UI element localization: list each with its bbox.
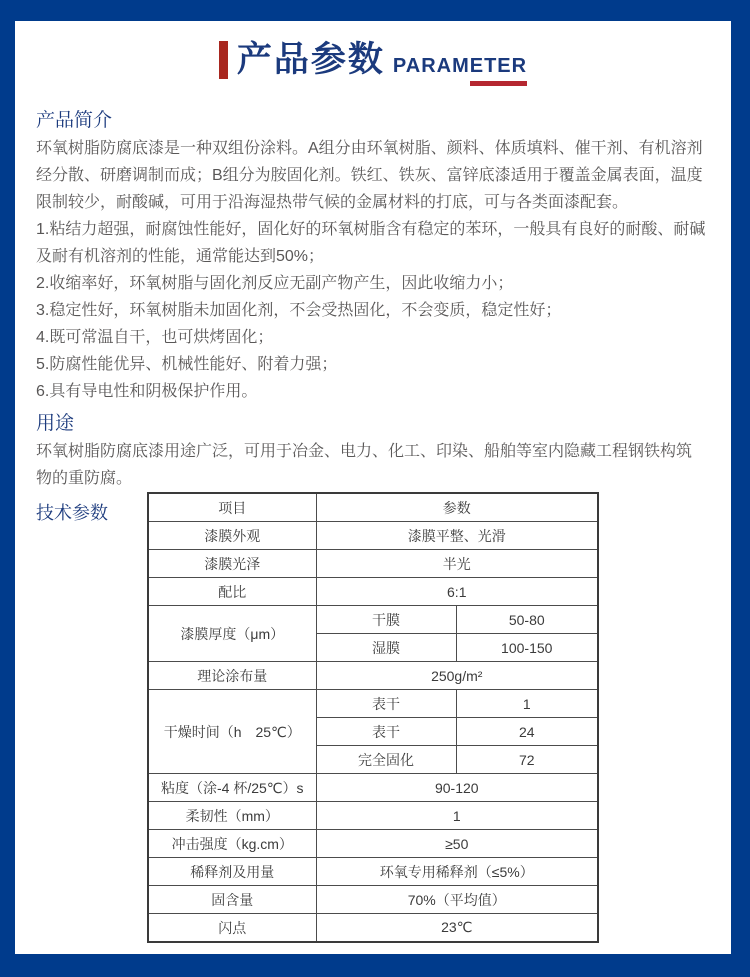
text-line: 环氧树脂防腐底漆是一种双组份涂料。A组分由环氧树脂、颜料、体质填料、催干剂、有机溶剂	[36, 140, 703, 157]
table-row	[148, 830, 598, 858]
row-label: 柔韧性（mm）	[148, 802, 316, 830]
sub-row-label: 干膜	[316, 606, 456, 634]
row-label: 闪点	[148, 914, 316, 943]
text-line: 经分散、研磨调制而成；B组分为胺固化剂。铁红、铁灰、富锌底漆适用于覆盖金属表面，温度	[36, 167, 703, 184]
text-line: 4.既可常温自干，也可烘烤固化；	[36, 329, 274, 346]
table-row	[148, 662, 598, 690]
row-value: 100-150	[456, 634, 598, 662]
intro-heading: 产品简介	[36, 110, 113, 131]
text-line: 限制较少，耐酸碱，可用于沿海湿热带气候的金属材料的打底，可与各类面漆配套。	[36, 194, 629, 211]
page-subtitle: PARAMETER	[392, 55, 528, 77]
content	[15, 110, 731, 943]
row-value: 90-120	[316, 774, 598, 802]
page-subtitle-wrap	[393, 55, 527, 78]
row-label: 漆膜厚度（μm）	[148, 606, 316, 662]
text-line: 2.收缩率好，环氧树脂与固化剂反应无副产物产生，因此收缩力小；	[36, 275, 514, 292]
tech-params-table-body	[148, 493, 598, 942]
sub-row-label: 表干	[316, 690, 456, 718]
table-row	[148, 690, 598, 718]
text-line: 5.防腐性能优异、机械性能好、附着力强；	[36, 356, 338, 373]
row-value: 23℃	[316, 914, 598, 943]
row-label: 粘度（涂-4 杯/25℃）s	[148, 774, 316, 802]
row-label: 干燥时间（h 25℃）	[148, 690, 316, 774]
text-line: 3.稳定性好，环氧树脂未加固化剂，不会受热固化，不会变质，稳定性好；	[36, 302, 562, 319]
row-label: 固含量	[148, 886, 316, 914]
row-value: 1	[456, 690, 598, 718]
table-row	[148, 858, 598, 886]
row-label: 配比	[148, 578, 316, 606]
tech-params-table	[147, 492, 599, 943]
row-value: 环氧专用稀释剂（≤5%）	[316, 858, 598, 886]
row-value: 半光	[316, 550, 598, 578]
intro-text	[36, 135, 714, 405]
row-value: 漆膜平整、光滑	[316, 522, 598, 550]
row-value: ≥50	[316, 830, 598, 858]
row-value: 1	[316, 802, 598, 830]
sub-row-label: 湿膜	[316, 634, 456, 662]
text-line: 物的重防腐。	[36, 470, 133, 487]
row-value: 24	[456, 718, 598, 746]
row-label: 冲击强度（kg.cm）	[148, 830, 316, 858]
tech-section	[36, 492, 714, 943]
table-row	[148, 914, 598, 943]
row-value: 70%（平均值）	[316, 886, 598, 914]
table-row	[148, 550, 598, 578]
table-header-row	[148, 493, 598, 522]
table-row	[148, 522, 598, 550]
row-value: 250g/m²	[316, 662, 598, 690]
table-row	[148, 774, 598, 802]
tech-heading: 技术参数	[36, 503, 108, 523]
row-label: 理论涂布量	[148, 662, 316, 690]
page-title: 产品参数	[236, 40, 385, 79]
table-row	[148, 606, 598, 634]
table-row	[148, 578, 598, 606]
row-value: 72	[456, 746, 598, 774]
red-accent-bar	[219, 41, 228, 79]
sub-row-label: 表干	[316, 718, 456, 746]
table-row	[148, 886, 598, 914]
usage-heading: 用途	[36, 413, 75, 434]
text-line: 环氧树脂防腐底漆用途广泛，可用于冶金、电力、化工、印染、船舶等室内隐藏工程钢铁构筑	[36, 443, 693, 460]
column-header-param: 参数	[316, 493, 598, 522]
row-label: 漆膜光泽	[148, 550, 316, 578]
text-line: 及耐有机溶剂的性能，通常能达到50%；	[36, 248, 325, 265]
row-value: 6:1	[316, 578, 598, 606]
page-inner	[15, 21, 731, 954]
row-label: 稀释剂及用量	[148, 858, 316, 886]
sub-row-label: 完全固化	[316, 746, 456, 774]
text-line: 6.具有导电性和阴极保护作用。	[36, 383, 258, 400]
row-label: 漆膜外观	[148, 522, 316, 550]
table-row	[148, 802, 598, 830]
page-header	[15, 41, 731, 79]
red-underline-bar	[470, 81, 527, 86]
text-line: 1.粘结力超强，耐腐蚀性能好，固化好的环氧树脂含有稳定的苯环，一般具有良好的耐酸、耐碱	[36, 221, 706, 238]
column-header-item: 项目	[148, 493, 316, 522]
usage-text	[36, 438, 714, 492]
row-value: 50-80	[456, 606, 598, 634]
